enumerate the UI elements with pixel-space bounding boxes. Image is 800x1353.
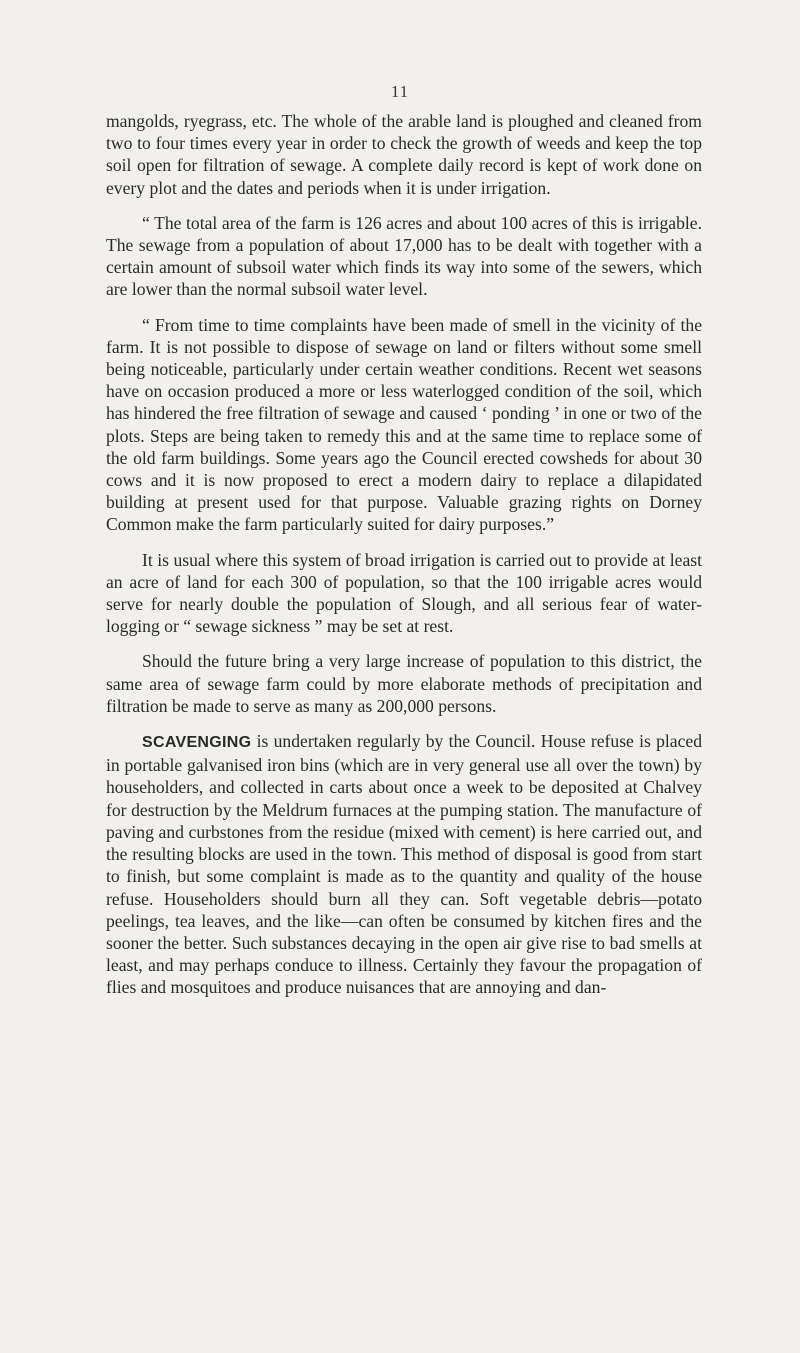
page-number: 11 (390, 82, 410, 101)
paragraph-continued: mangolds, ryegrass, etc. The whole of the arable land is ploughed and cleaned from two to four times every year in order to check the growth of weeds and keep the top soil open for filtration of sewage. A complete daily record is kept of work done on every plot and the dates and periods when it is under irrigation. (106, 111, 702, 198)
paragraph-broad-irrigation: It is usual where this system of broad irrigation is carried out to provide at least an acre of land for each 300 of population, so that the 100 irrigable acres would serve for nearly double the population of Slough, and all serious fear of water-logging or “ sewage sickness ” may be set at rest. (106, 549, 702, 637)
scavenging-text: is undertaken regularly by the Council. House refuse is placed in portable galvanised iron bins (which are in very general use all over the town) by householders, and collected in carts about once a week to be deposited at Chalvey for destruction by the Meldrum furnaces at the pumping station. The manufacture of paving and curbstones from the residue (mixed with cement) is here carried out, and the resulting blocks are used in the town. This method of disposal is good from start to finish, but some complaint is made as to the quantity and quality of the house refuse. Householders should burn all they can. Soft vegetable debris—potato peelings, tea leaves, and the like—can often be consumed by kitchen fires and the sooner the better. Such substances decaying in the open air give rise to bad smells at least, and may perhaps conduce to illness. Certainly they favour the propagation of flies and mosquitoes and produce nuisances that are annoying and dan- (106, 731, 702, 998)
paragraph-future-population: Should the future bring a very large increase of population to this district, the same area of sewage farm could by more elaborate methods of precipitation and filtration be made to serve as many as 200,000 persons. (106, 651, 702, 716)
scavenging-heading: SCAVENGING (142, 734, 252, 752)
paragraph-scavenging (106, 730, 702, 998)
paragraph-smell-complaints: “ From time to time complaints have been made of smell in the vicinity of the farm. It is not possible to dispose of sewage on land or filters without some smell being noticeable, particularly under certain weather conditions. Recent wet seasons have on occasion produced a more or less waterlogged condition of the soil, which has hindered the free filtration of sewage and caused ‘ ponding ’ in one or two of the plots. Steps are being taken to remedy this and at the same time to replace some of the old farm buildings. Some years ago the Council erected cowsheds for about 30 cows and it is now proposed to erect a modern dairy to replace a dilapidated building at present used for that purpose. Valuable grazing rights on Dorney Common make the farm particularly suited for dairy purposes.” (106, 314, 702, 535)
paragraph-farm-area: “ The total area of the farm is 126 acres and about 100 acres of this is irrigable. The sewage from a population of about 17,000 has to be dealt with together with a certain amount of subsoil water which finds its way into some of the sewers, which are lower than the normal subsoil water level. (106, 212, 702, 300)
body-text (106, 110, 702, 1012)
